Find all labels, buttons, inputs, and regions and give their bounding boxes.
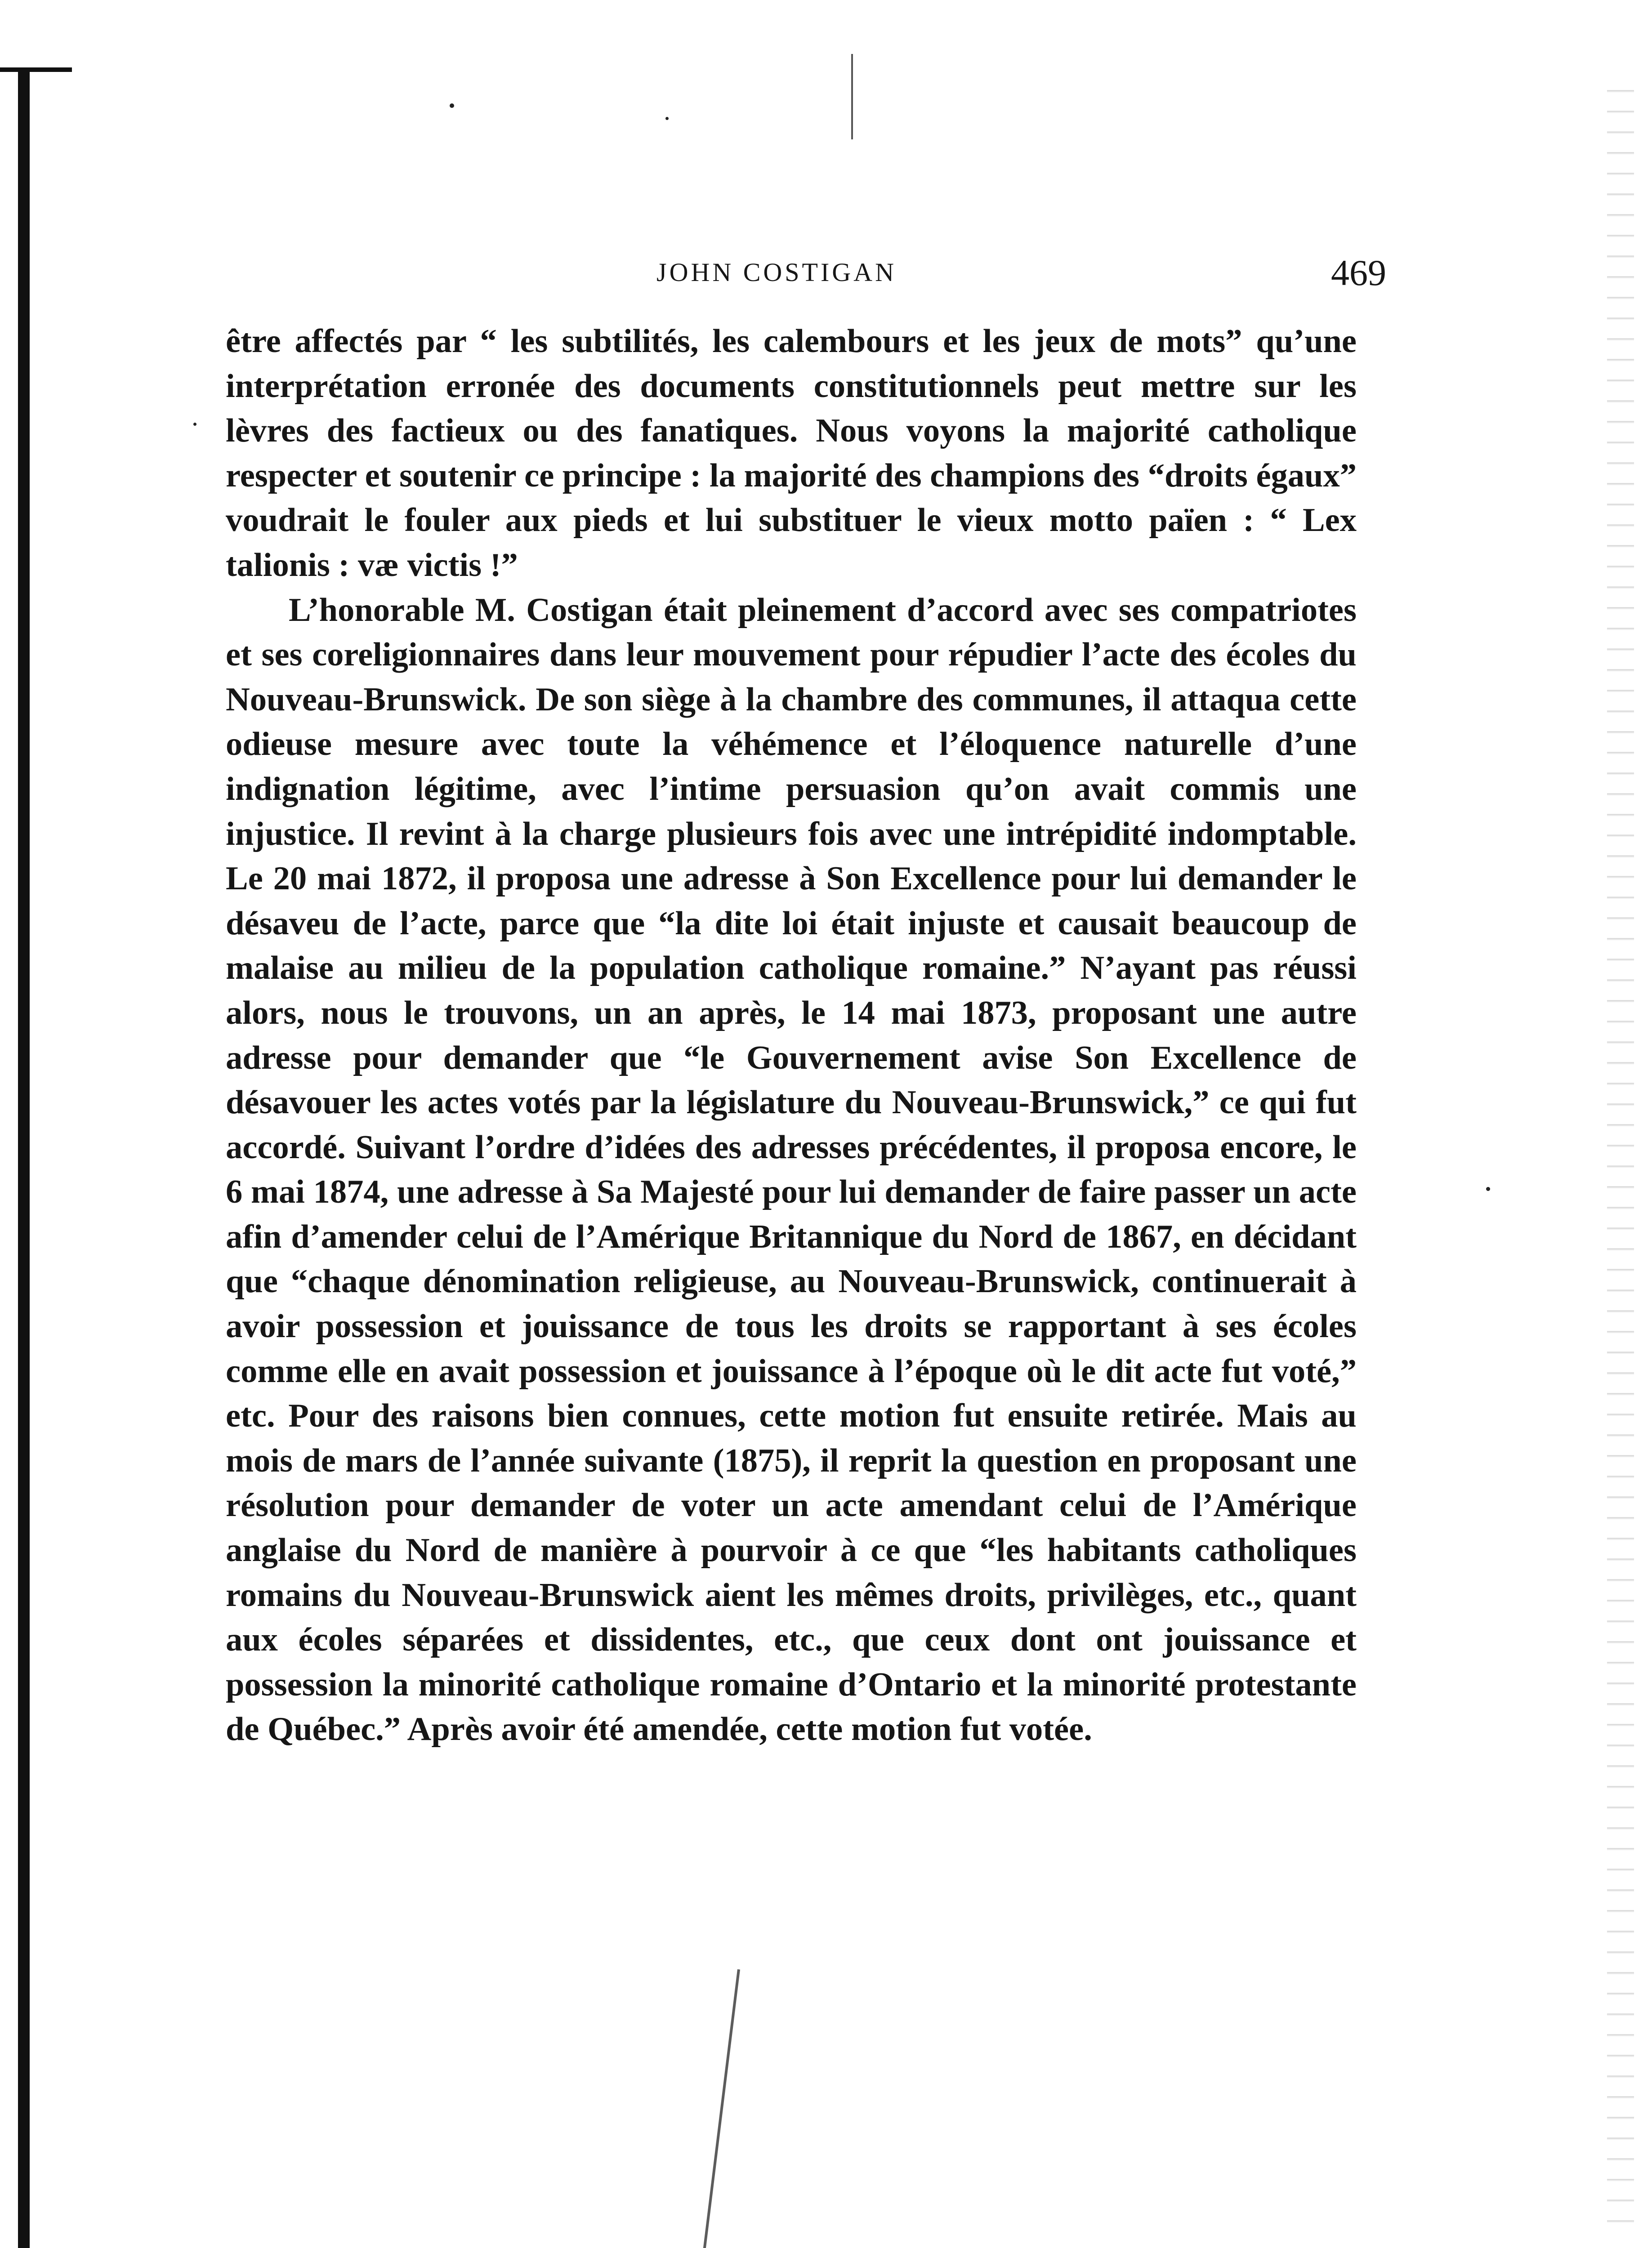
binding-edge-top xyxy=(0,67,72,72)
ink-speck xyxy=(665,117,669,120)
page-number: 469 xyxy=(1331,252,1386,293)
ink-speck xyxy=(450,103,454,108)
ink-speck xyxy=(193,423,196,426)
binding-edge xyxy=(18,67,30,2248)
fold-mark xyxy=(851,54,853,139)
paragraph: L’honorable M. Costigan était pleinement d’accord avec ses compatriotes et ses coreligionnaires dans leur mouvement pour répudier l’acte des écoles du Nouveau-Brunswick. De son siège à la chambre des communes, il attaqua cette odieuse mesure avec toute la véhémence et l’éloquence naturelle d’une indignation légitime, avec l’intime persuasion qu’on avait commis une injustice. Il revint à la charge plusieurs fois avec une intrépidité indomptable. Le 20 mai 1872, il proposa une adresse à Son Excellence pour lui demander le désaveu de l’acte, parce que “la dite loi était injuste et causait beaucoup de malaise au milieu de la population catholique romaine.” N’ayant pas réussi alors, nous le trouvons, un an après, le 14 mai 1873, proposant une autre adresse pour demander que “le Gouvernement avise Son Excellence de désavouer les actes votés par la législature du Nouveau-Brunswick,” ce qui fut accordé. Suivant l’ordre d’idées des adresses précédentes, il proposa encore, le 6 mai 1874, une adresse à Sa Majesté pour lui demander de faire passer un acte afin d’amender celui de l’Amérique Britannique du Nord de 1867, en décidant que “chaque dénomination religieuse, au Nouveau-Brunswick, continuerait à avoir possession et jouissance de tous les droits se rapportant à ses écoles comme elle en avait possession et jouissance à l’époque où le dit acte fut voté,” etc. Pour des raisons bien connues, cette motion fut ensuite retirée. Mais au mois de mars de l’année suivante (1875), il reprit la question en proposant une résolution pour demander de voter un acte amendant celui de l’Amérique anglaise du Nord de manière à pourvoir à ce que “les habitants catholiques romains du Nouveau-Brunswick aient les mêmes droits, privilèges, etc., quant aux écoles séparées et dissidentes, etc., que ceux dont ont jouissance et possession la minorité catholique romaine d’Ontario et la minorité protestante de Québec.” Après avoir été amendée, cette motion fut votée. xyxy=(226,591,1357,1748)
paragraph: être affectés par “ les subtilités, les calembours et les jeux de mots” qu’une interprétation erronée des documents constitutionnels peut mettre sur les lèvres des factieux ou des fanatiques. Nous voyons la majorité catholique respecter et soutenir ce principe : la majorité des champions des “droits égaux” voudrait le fouler aux pieds et lui substituer le vieux motto païen : “ Lex talionis : væ victis !” xyxy=(226,323,1357,584)
running-head: JOHN COSTIGAN xyxy=(656,258,897,287)
pen-mark xyxy=(694,1969,740,2248)
page-edge-noise xyxy=(1607,72,1634,2230)
ink-speck xyxy=(1486,1187,1490,1191)
body-text xyxy=(226,319,1357,1752)
